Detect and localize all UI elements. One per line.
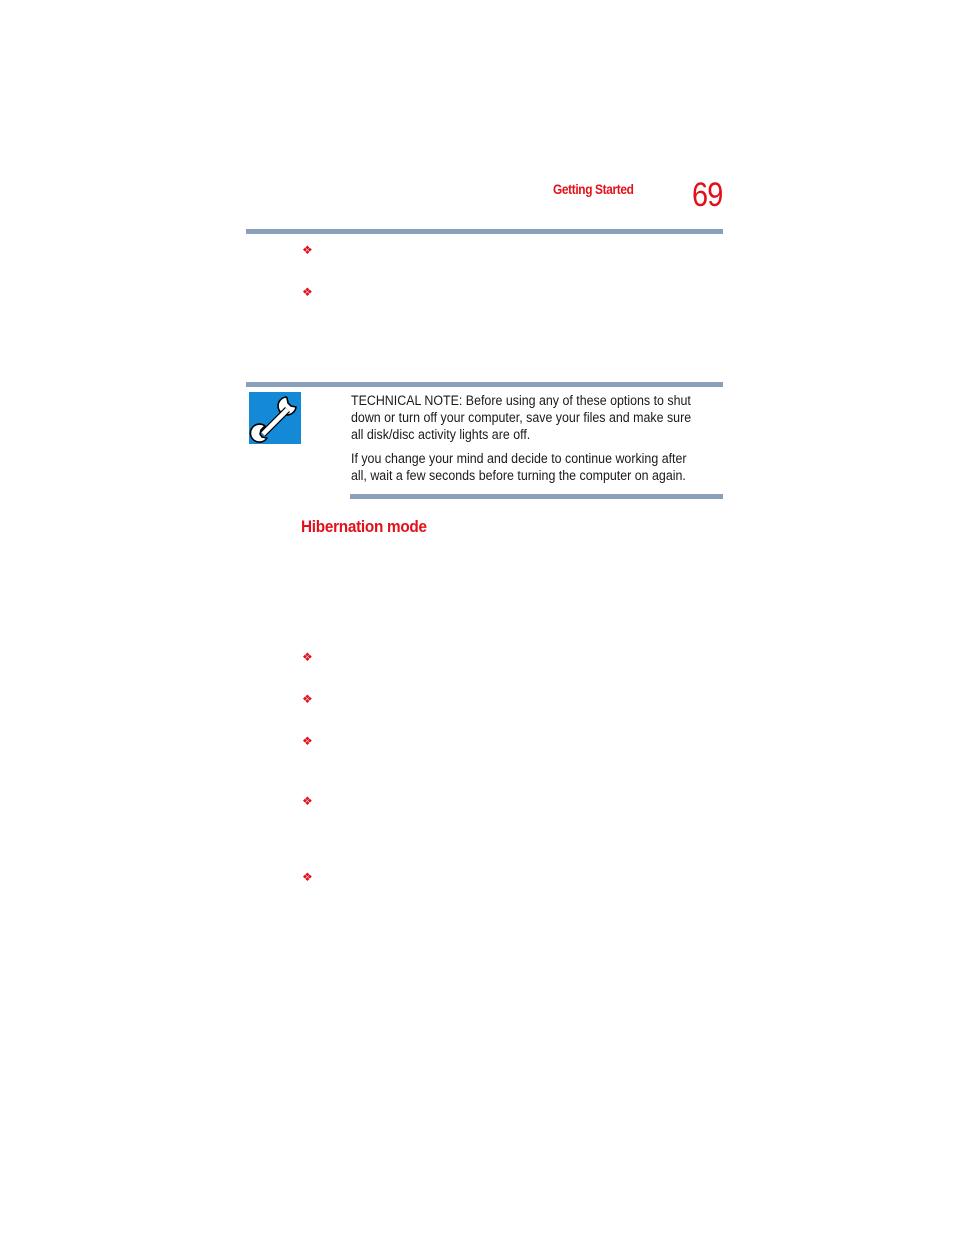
note-bottom-rule (350, 494, 723, 499)
bullet-marker-icon: ❖ (302, 285, 313, 299)
wrench-icon (249, 392, 301, 444)
technical-note-paragraph-2: If you change your mind and decide to continue working after all, wait a few seconds before turning the computer on again. (351, 451, 687, 483)
note-top-rule (246, 382, 723, 387)
bullet-marker-icon: ❖ (302, 794, 313, 808)
bullet-marker-icon: ❖ (302, 243, 313, 257)
section-title: Getting Started (553, 182, 634, 197)
bullet-marker-icon: ❖ (302, 650, 313, 664)
technical-note-paragraph-1: TECHNICAL NOTE: Before using any of these options to shut down or turn off your computer, save your files and make sure all disk/disc activity lights are off. (351, 393, 692, 442)
bullet-marker-icon: ❖ (302, 734, 313, 748)
wrench-icon-graphic (249, 392, 301, 444)
bullet-marker-icon: ❖ (302, 870, 313, 884)
header-rule (246, 229, 723, 234)
page-number: 69 (692, 176, 723, 214)
bullet-marker-icon: ❖ (302, 692, 313, 706)
hibernation-heading: Hibernation mode (301, 517, 427, 536)
